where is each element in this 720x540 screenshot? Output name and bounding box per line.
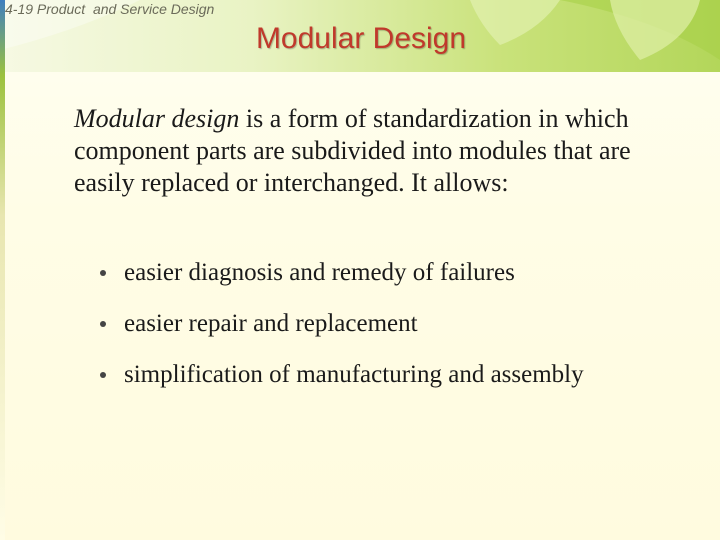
list-item (100, 305, 700, 356)
bullet-text: easier repair and replacement (124, 310, 418, 337)
list-item (100, 254, 700, 305)
bullet-list (100, 254, 700, 407)
bullet-text: easier diagnosis and remedy of failures (124, 259, 515, 286)
intro-rest: is a form of standardization in which component parts are subdivided into modules that are easily replaced or interchanged. It allows: (74, 104, 631, 197)
intro-term: Modular design (74, 104, 240, 133)
slide-title (0, 22, 720, 56)
bullet-dot-icon (100, 321, 106, 327)
slide-title-text: Modular Design (255, 22, 467, 55)
list-item (100, 356, 700, 407)
bullet-text: simplification of manufacturing and assembly (124, 361, 584, 388)
section-label: 4-19 Product and Service Design (5, 1, 215, 17)
left-accent-rule (0, 0, 5, 540)
intro-paragraph (74, 103, 694, 199)
bullet-dot-icon (100, 372, 106, 378)
bullet-dot-icon (100, 270, 106, 276)
